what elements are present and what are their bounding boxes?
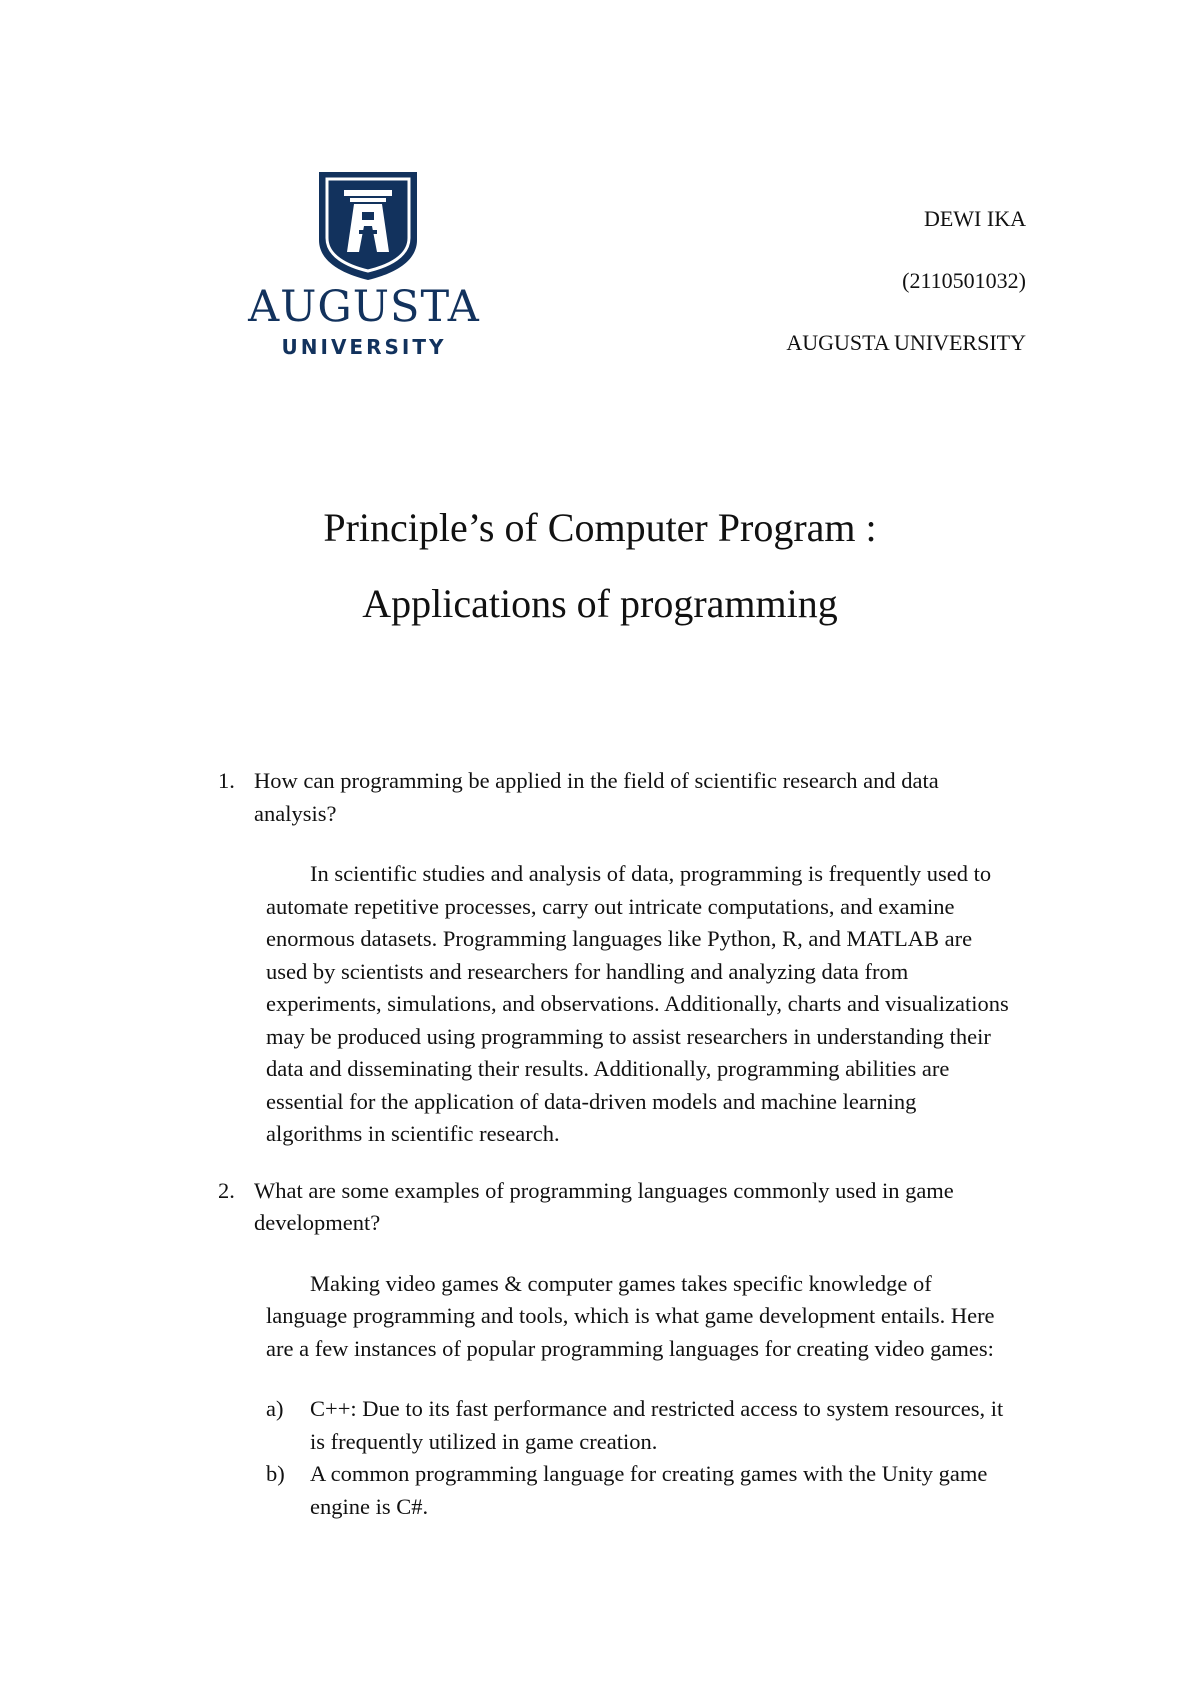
question-2 [218,1175,1018,1240]
question-number: 1. [218,768,235,793]
institution-name: AUGUSTA UNIVERSITY [786,330,1026,355]
answer-paragraph: In scientific studies and analysis of data, programming is frequently used to automate repetitive processes, carry out intricate computations, and examine enormous datasets. Programming languages like Python, R, and MATLAB are used by scientists and researchers for handling and analyzing data from experiments, simulations, and observations. Additionally, charts and visualizations may be produced using programming to assist researchers in understanding their data and disseminating their results. Additionally, programming abilities are essential for the application of data-driven models and machine learning algorithms in scientific research. [266,861,1009,1146]
list-item-text: C++: Due to its fast performance and restricted access to system resources, it is frequently utilized in game creation. [310,1396,1004,1454]
author-block [786,205,1026,357]
question-number: 2. [218,1177,235,1203]
question-1 [218,765,1018,830]
list-item-text: A common programming language for creating games with the Unity game engine is C#. [310,1461,988,1519]
logo-wordmark: AUGUSTA [248,282,480,332]
document-body [218,765,1018,1523]
title-line-1: Principle’s of Computer Program : [323,505,877,550]
logo-subtitle: UNIVERSITY [281,335,447,359]
student-id: (2110501032) [902,268,1026,293]
augusta-university-logo [226,170,516,370]
answer-paragraph: Making video games & computer games takes specific knowledge of language programming and tools, which is what game development entails. Here are a few instances of popular programming languages for creating video games: [266,1270,995,1361]
shield-emblem-icon [317,170,419,282]
author-name: DEWI IKA [923,206,1026,231]
question-text: What are some examples of programming languages commonly used in game development? [254,1177,954,1235]
list-marker: a) [266,1396,284,1421]
language-list [266,1393,1018,1523]
list-marker: b) [266,1461,285,1486]
title-line-2: Applications of programming [362,581,838,626]
document-title [0,490,1200,642]
list-item [266,1458,1018,1523]
question-text: How can programming be applied in the field of scientific research and data analysis? [254,768,939,826]
list-item [266,1393,1018,1458]
